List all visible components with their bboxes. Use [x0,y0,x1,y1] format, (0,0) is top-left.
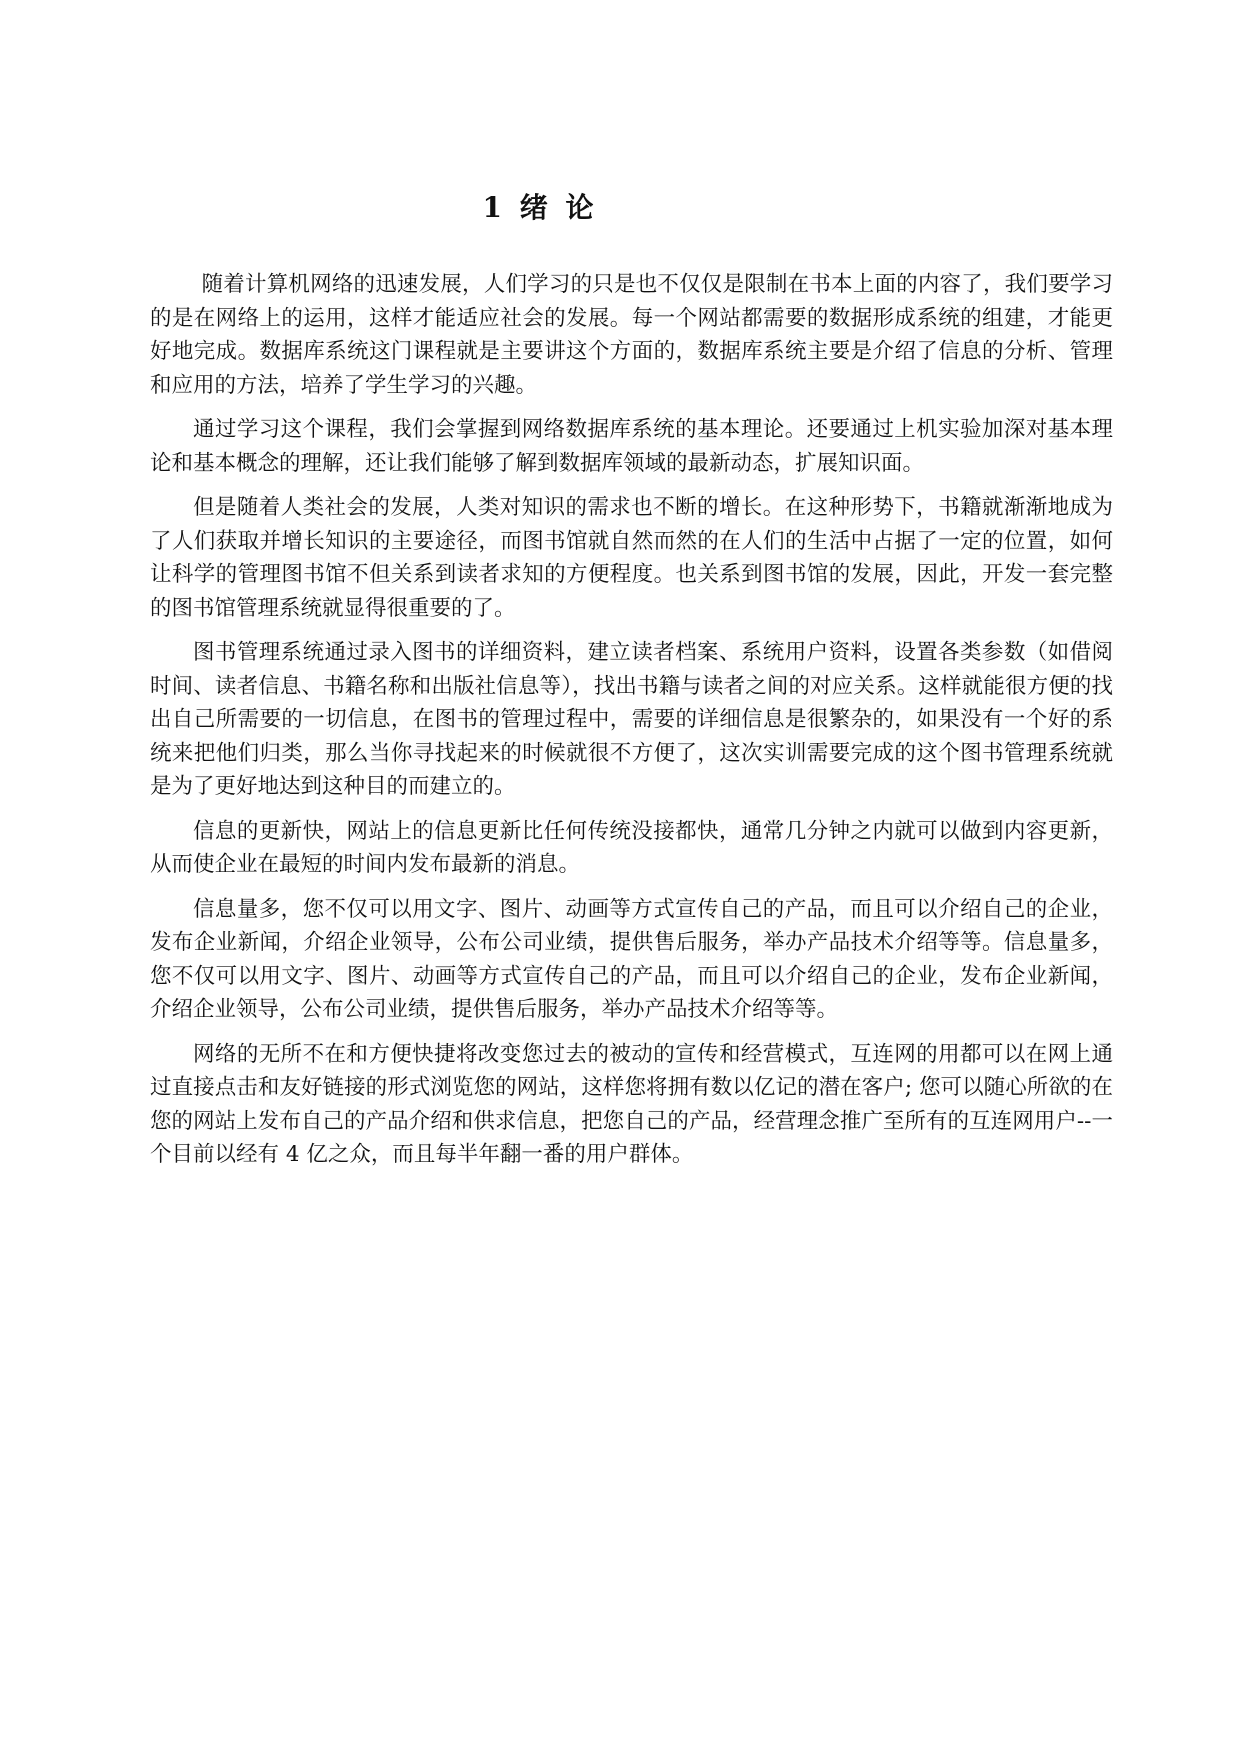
paragraph-intro: 随着计算机网络的迅速发展，人们学习的只是也不仅仅是限制在书本上面的内容了，我们要学习的是在网络上的运用，这样才能适应社会的发展。每一个网站都需要的数据形成系统的组建，才能更好地完成。数据库系统这门课程就是主要讲这个方面的，数据库系统主要是介绍了信息的分析、管理和应用的方法，培养了学生学习的兴趣。 [150,272,1113,398]
paragraph-library-importance: 但是随着人类社会的发展，人类对知识的需求也不断的增长。在这种形势下，书籍就渐渐地成为了人们获取并增长知识的主要途径，而图书馆就自然而然的在人们的生活中占据了一定的位置，如何让科学的管理图书馆不但关系到读者求知的方便程度。也关系到图书馆的发展，因此，开发一套完整的图书馆管理系统就显得很重要的了。 [150,495,1113,621]
paragraph-information-volume: 信息量多，您不仅可以用文字、图片、动画等方式宣传自己的产品，而且可以介绍自己的企业，发布企业新闻，介绍企业领导，公布公司业绩，提供售后服务，举办产品技术介绍等等。信息量多，您不仅可以用文字、图片、动画等方式宣传自己的产品，而且可以介绍自己的企业，发布企业新闻，介绍企业领导，公布公司业绩，提供售后服务，举办产品技术介绍等等。 [150,896,1113,1022]
paragraph-fast-updates: 信息的更新快，网站上的信息更新比任何传统没接都快，通常几分钟之内就可以做到内容更新，从而使企业在最短的时间内发布最新的消息。 [150,818,1113,877]
paragraph-network-ubiquity: 网络的无所不在和方便快捷将改变您过去的被动的宣传和经营模式，互连网的用都可以在网上通过直接点击和友好链接的形式浏览您的网站，这样您将拥有数以亿记的潜在客户; 您可以随心所欲的在您的网站上发布自己的产品介绍和供求信息，把您自己的产品，经营理念推广至所有的互连网用户--一个目前以经有 4 亿之众，而且每半年翻一番的用户群体。 [150,1041,1113,1167]
paragraph-system-description: 图书管理系统通过录入图书的详细资料，建立读者档案、系统用户资料，设置各类参数（如借阅时间、读者信息、书籍名称和出版社信息等），找出书籍与读者之间的对应关系。这样就能很方便的找出自己所需要的一切信息，在图书的管理过程中，需要的详细信息是很繁杂的，如果没有一个好的系统来把他们归类，那么当你寻找起来的时候就很不方便了，这次实训需要完成的这个图书管理系统就是为了更好地达到这种目的而建立的。 [150,640,1113,799]
paragraph-course-learning: 通过学习这个课程，我们会掌握到网络数据库系统的基本理论。还要通过上机实验加深对基本理论和基本概念的理解，还让我们能够了解到数据库领域的最新动态，扩展知识面。 [150,417,1113,476]
chapter-title: 1 绪 论 [482,191,598,224]
body-text [150,268,1113,1183]
